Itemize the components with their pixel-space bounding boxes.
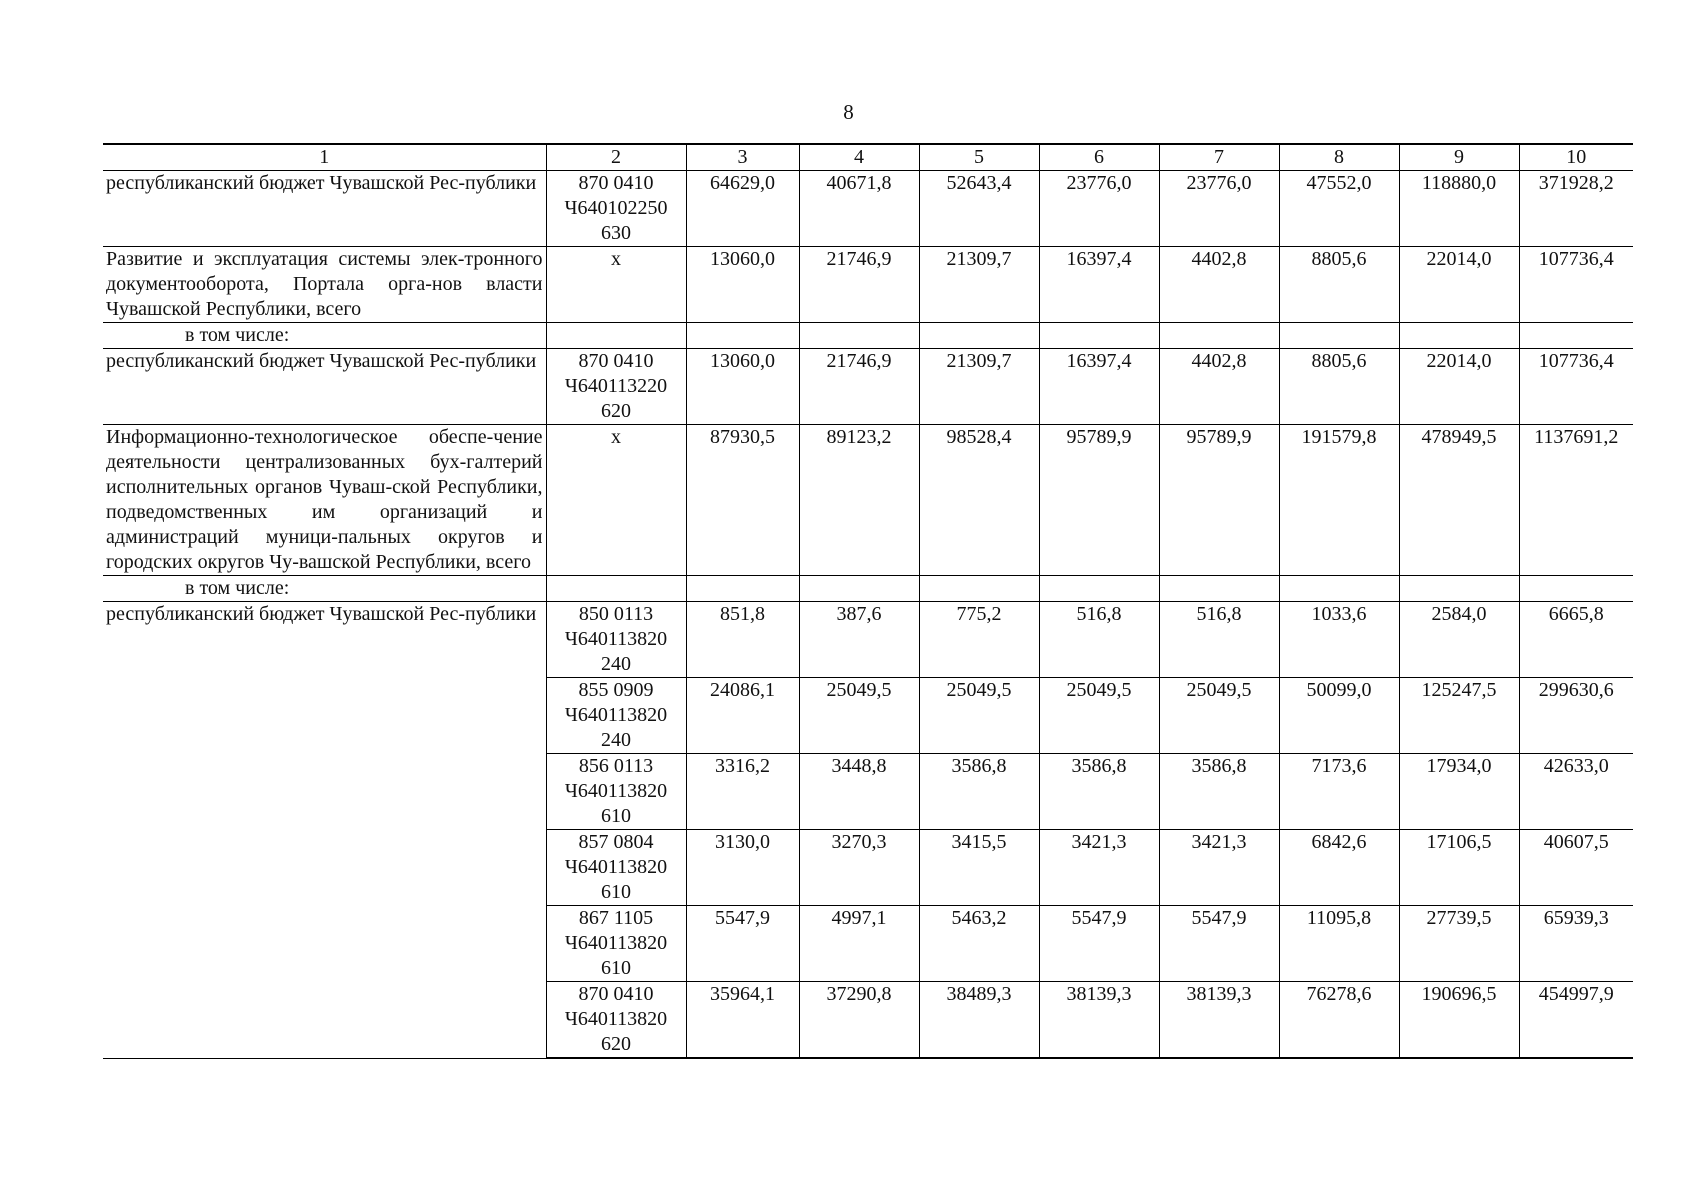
column-header-4: 4	[799, 144, 919, 171]
row-code: 857 0804 Ч640113820 610	[546, 830, 686, 906]
row-value	[1279, 323, 1399, 349]
row-value: 8805,6	[1279, 247, 1399, 323]
row-value: 3316,2	[686, 754, 799, 830]
row-value: 13060,0	[686, 349, 799, 425]
row-code: 867 1105 Ч640113820 610	[546, 906, 686, 982]
row-value: 87930,5	[686, 425, 799, 576]
row-value: 6665,8	[1519, 602, 1633, 678]
row-value: 38489,3	[919, 982, 1039, 1059]
row-value: 17106,5	[1399, 830, 1519, 906]
row-value: 3586,8	[919, 754, 1039, 830]
row-value: 23776,0	[1159, 171, 1279, 247]
row-value	[1399, 323, 1519, 349]
row-value: 478949,5	[1399, 425, 1519, 576]
row-value: 3586,8	[1039, 754, 1159, 830]
row-value: 25049,5	[799, 678, 919, 754]
row-value: 8805,6	[1279, 349, 1399, 425]
row-value	[1039, 323, 1159, 349]
row-value: 25049,5	[1039, 678, 1159, 754]
row-code: 870 0410 Ч640102250 630	[546, 171, 686, 247]
row-code	[546, 323, 686, 349]
column-header-7: 7	[1159, 144, 1279, 171]
row-value: 95789,9	[1039, 425, 1159, 576]
row-value	[799, 323, 919, 349]
row-value: 191579,8	[1279, 425, 1399, 576]
row-value: 17934,0	[1399, 754, 1519, 830]
row-value	[919, 323, 1039, 349]
column-header-8: 8	[1279, 144, 1399, 171]
row-value: 3586,8	[1159, 754, 1279, 830]
row-value: 516,8	[1039, 602, 1159, 678]
table-row	[103, 576, 1633, 602]
page-number: 8	[843, 100, 854, 124]
row-value: 11095,8	[1279, 906, 1399, 982]
row-code: 870 0410 Ч640113220 620	[546, 349, 686, 425]
row-value: 24086,1	[686, 678, 799, 754]
row-value: 1033,6	[1279, 602, 1399, 678]
column-header-2: 2	[546, 144, 686, 171]
row-value	[1279, 576, 1399, 602]
table-row	[103, 247, 1633, 323]
row-value: 118880,0	[1399, 171, 1519, 247]
row-name: республиканский бюджет Чувашской Рес-публики	[103, 602, 546, 1059]
row-value	[1039, 576, 1159, 602]
row-value: 107736,4	[1519, 247, 1633, 323]
row-value: 13060,0	[686, 247, 799, 323]
row-value: 4402,8	[1159, 349, 1279, 425]
column-header-5: 5	[919, 144, 1039, 171]
row-value: 89123,2	[799, 425, 919, 576]
row-value: 190696,5	[1399, 982, 1519, 1059]
row-value: 76278,6	[1279, 982, 1399, 1059]
row-name: Развитие и эксплуатация системы элек-тронного документооборота, Портала орга-нов власти Чувашской Республики, всего	[103, 247, 546, 323]
row-value: 98528,4	[919, 425, 1039, 576]
row-value: 40607,5	[1519, 830, 1633, 906]
row-value: 851,8	[686, 602, 799, 678]
budget-table	[103, 143, 1633, 1059]
row-value: 1137691,2	[1519, 425, 1633, 576]
row-code: x	[546, 247, 686, 323]
row-name: в том числе:	[103, 323, 546, 349]
row-value: 21746,9	[799, 349, 919, 425]
row-name: республиканский бюджет Чувашской Рес-публики	[103, 171, 546, 247]
row-value: 775,2	[919, 602, 1039, 678]
row-value: 27739,5	[1399, 906, 1519, 982]
row-value: 64629,0	[686, 171, 799, 247]
row-value: 35964,1	[686, 982, 799, 1059]
row-code	[546, 576, 686, 602]
row-value	[686, 323, 799, 349]
row-value: 95789,9	[1159, 425, 1279, 576]
row-value	[1519, 323, 1633, 349]
row-value: 107736,4	[1519, 349, 1633, 425]
row-value: 516,8	[1159, 602, 1279, 678]
row-value	[1159, 323, 1279, 349]
row-value: 454997,9	[1519, 982, 1633, 1059]
row-name: в том числе:	[103, 576, 546, 602]
row-value	[799, 576, 919, 602]
row-name: республиканский бюджет Чувашской Рес-публики	[103, 349, 546, 425]
row-value: 16397,4	[1039, 247, 1159, 323]
row-value	[686, 576, 799, 602]
row-code: 856 0113 Ч640113820 610	[546, 754, 686, 830]
row-value: 5547,9	[1159, 906, 1279, 982]
row-value: 2584,0	[1399, 602, 1519, 678]
column-header-10: 10	[1519, 144, 1633, 171]
row-value	[1159, 576, 1279, 602]
row-value: 21309,7	[919, 247, 1039, 323]
row-value: 3421,3	[1159, 830, 1279, 906]
row-value	[1519, 576, 1633, 602]
column-header-9: 9	[1399, 144, 1519, 171]
row-value	[919, 576, 1039, 602]
row-value: 3415,5	[919, 830, 1039, 906]
row-value: 299630,6	[1519, 678, 1633, 754]
row-value: 21746,9	[799, 247, 919, 323]
row-value: 371928,2	[1519, 171, 1633, 247]
table-row	[103, 425, 1633, 576]
column-header-3: 3	[686, 144, 799, 171]
row-value: 42633,0	[1519, 754, 1633, 830]
row-value: 4402,8	[1159, 247, 1279, 323]
table-row	[103, 323, 1633, 349]
row-value: 3270,3	[799, 830, 919, 906]
row-value: 3421,3	[1039, 830, 1159, 906]
table-row	[103, 602, 1633, 678]
table-row	[103, 349, 1633, 425]
table-row	[103, 171, 1633, 247]
row-value: 38139,3	[1159, 982, 1279, 1059]
row-value: 5547,9	[1039, 906, 1159, 982]
row-value: 65939,3	[1519, 906, 1633, 982]
row-code: x	[546, 425, 686, 576]
row-value: 25049,5	[919, 678, 1039, 754]
row-value: 22014,0	[1399, 349, 1519, 425]
row-value: 23776,0	[1039, 171, 1159, 247]
row-value: 6842,6	[1279, 830, 1399, 906]
row-value: 7173,6	[1279, 754, 1399, 830]
row-value	[1399, 576, 1519, 602]
row-code: 850 0113 Ч640113820 240	[546, 602, 686, 678]
row-value: 387,6	[799, 602, 919, 678]
row-value: 16397,4	[1039, 349, 1159, 425]
row-value: 47552,0	[1279, 171, 1399, 247]
row-value: 5463,2	[919, 906, 1039, 982]
row-value: 22014,0	[1399, 247, 1519, 323]
row-value: 3448,8	[799, 754, 919, 830]
row-value: 38139,3	[1039, 982, 1159, 1059]
row-value: 4997,1	[799, 906, 919, 982]
column-number-row	[103, 144, 1633, 171]
column-header-1: 1	[103, 144, 546, 171]
row-code: 855 0909 Ч640113820 240	[546, 678, 686, 754]
row-value: 50099,0	[1279, 678, 1399, 754]
column-header-6: 6	[1039, 144, 1159, 171]
row-name: Информационно-технологическое обеспе-чение деятельности централизованных бух-галтерий исполнительных органов Чуваш-ской Республики, подведомственных им организаций и администраций муници-пальных округов и городских округов Чу-вашской Республики, всего	[103, 425, 546, 576]
row-code: 870 0410 Ч640113820 620	[546, 982, 686, 1059]
row-value: 40671,8	[799, 171, 919, 247]
row-value: 37290,8	[799, 982, 919, 1059]
row-value: 3130,0	[686, 830, 799, 906]
row-value: 25049,5	[1159, 678, 1279, 754]
row-value: 5547,9	[686, 906, 799, 982]
row-value: 125247,5	[1399, 678, 1519, 754]
row-value: 52643,4	[919, 171, 1039, 247]
row-value: 21309,7	[919, 349, 1039, 425]
